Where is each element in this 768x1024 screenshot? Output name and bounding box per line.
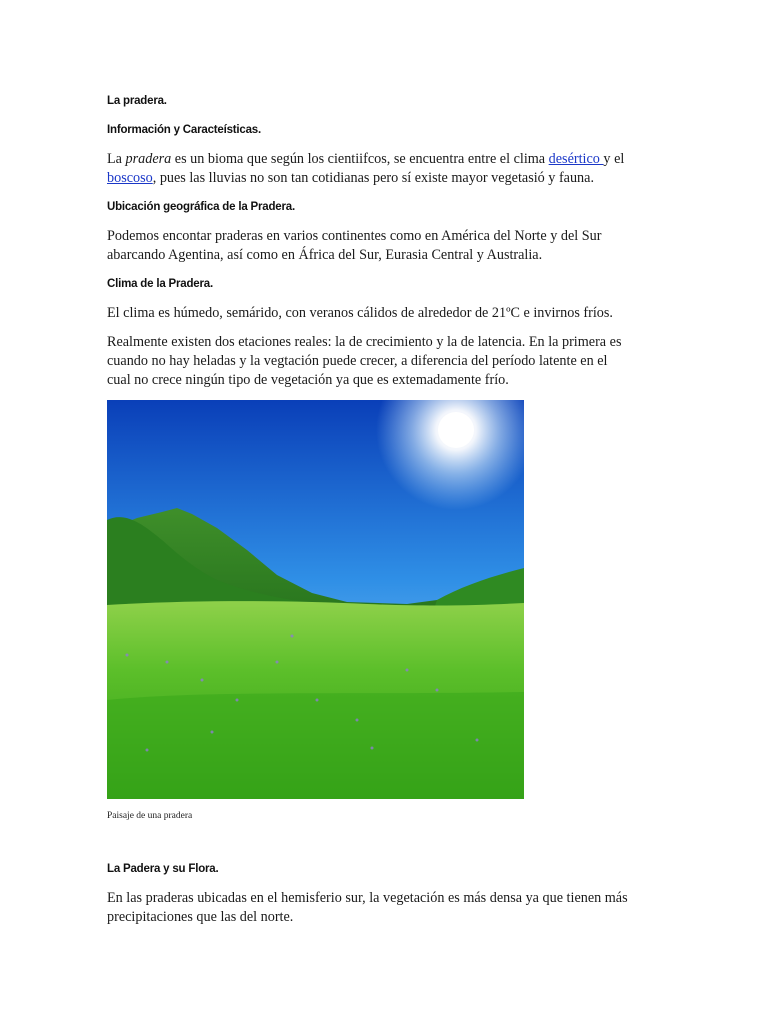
document-title: La pradera. xyxy=(107,95,167,107)
paragraph-line: cuando no hay heladas y la vegtación puede crecer, a diferencia del período latente en el xyxy=(107,353,608,369)
paragraph-ubicacion xyxy=(107,227,667,265)
paragraph-line: abarcando Agentina, así como en África del Sur, Eurasia Central y Australia. xyxy=(107,247,543,263)
text-y-el: y el xyxy=(603,151,625,167)
paragraph-line: El clima es húmedo, semárido, con veranos cálidos de alrededor de 21ºC e invirnos fríos. xyxy=(107,305,613,321)
paragraph-line: En las praderas ubicadas en el hemisferio sur, la vegetación es más densa ya que tienen más xyxy=(107,890,628,906)
text-rest: , pues las lluvias no son tan cotidianas pero sí existe mayor vegetasió y fauna. xyxy=(152,170,594,186)
link-boscoso[interactable]: boscoso xyxy=(107,170,153,186)
paragraph-info-line-1 xyxy=(107,150,667,169)
paragraph-info-line-2 xyxy=(107,169,667,188)
paragraph-info xyxy=(107,150,667,188)
paragraph-line: cual no crece ningún tipo de vegetación ya que es extemadamente frío. xyxy=(107,372,509,388)
heading-ubicacion: Ubicación geográfica de la Pradera. xyxy=(107,201,295,213)
paragraph-line: precipitaciones que las del norte. xyxy=(107,909,294,925)
heading-flora: La Padera y su Flora. xyxy=(107,863,219,875)
italic-pradera: pradera xyxy=(125,151,172,167)
paragraph-flora xyxy=(107,889,667,927)
paragraph-clima-2 xyxy=(107,333,667,390)
paragraph-clima-1 xyxy=(107,304,667,323)
link-desertico[interactable]: desértico xyxy=(548,151,604,167)
text-middle: es un bioma que según los cientiifcos, se encuentra entre el clima xyxy=(171,151,549,167)
text-la: La xyxy=(107,151,126,167)
heading-clima: Clima de la Pradera. xyxy=(107,278,213,290)
paragraph-line: Realmente existen dos etaciones reales: la de crecimiento y la de latencia. En la primera es xyxy=(107,334,622,350)
image-caption: Paisaje de una pradera xyxy=(107,811,193,821)
meadow-photo xyxy=(107,400,524,799)
heading-info: Información y Caracteísticas. xyxy=(107,124,261,136)
paragraph-line: Podemos encontar praderas en varios continentes como en América del Norte y del Sur xyxy=(107,228,602,244)
